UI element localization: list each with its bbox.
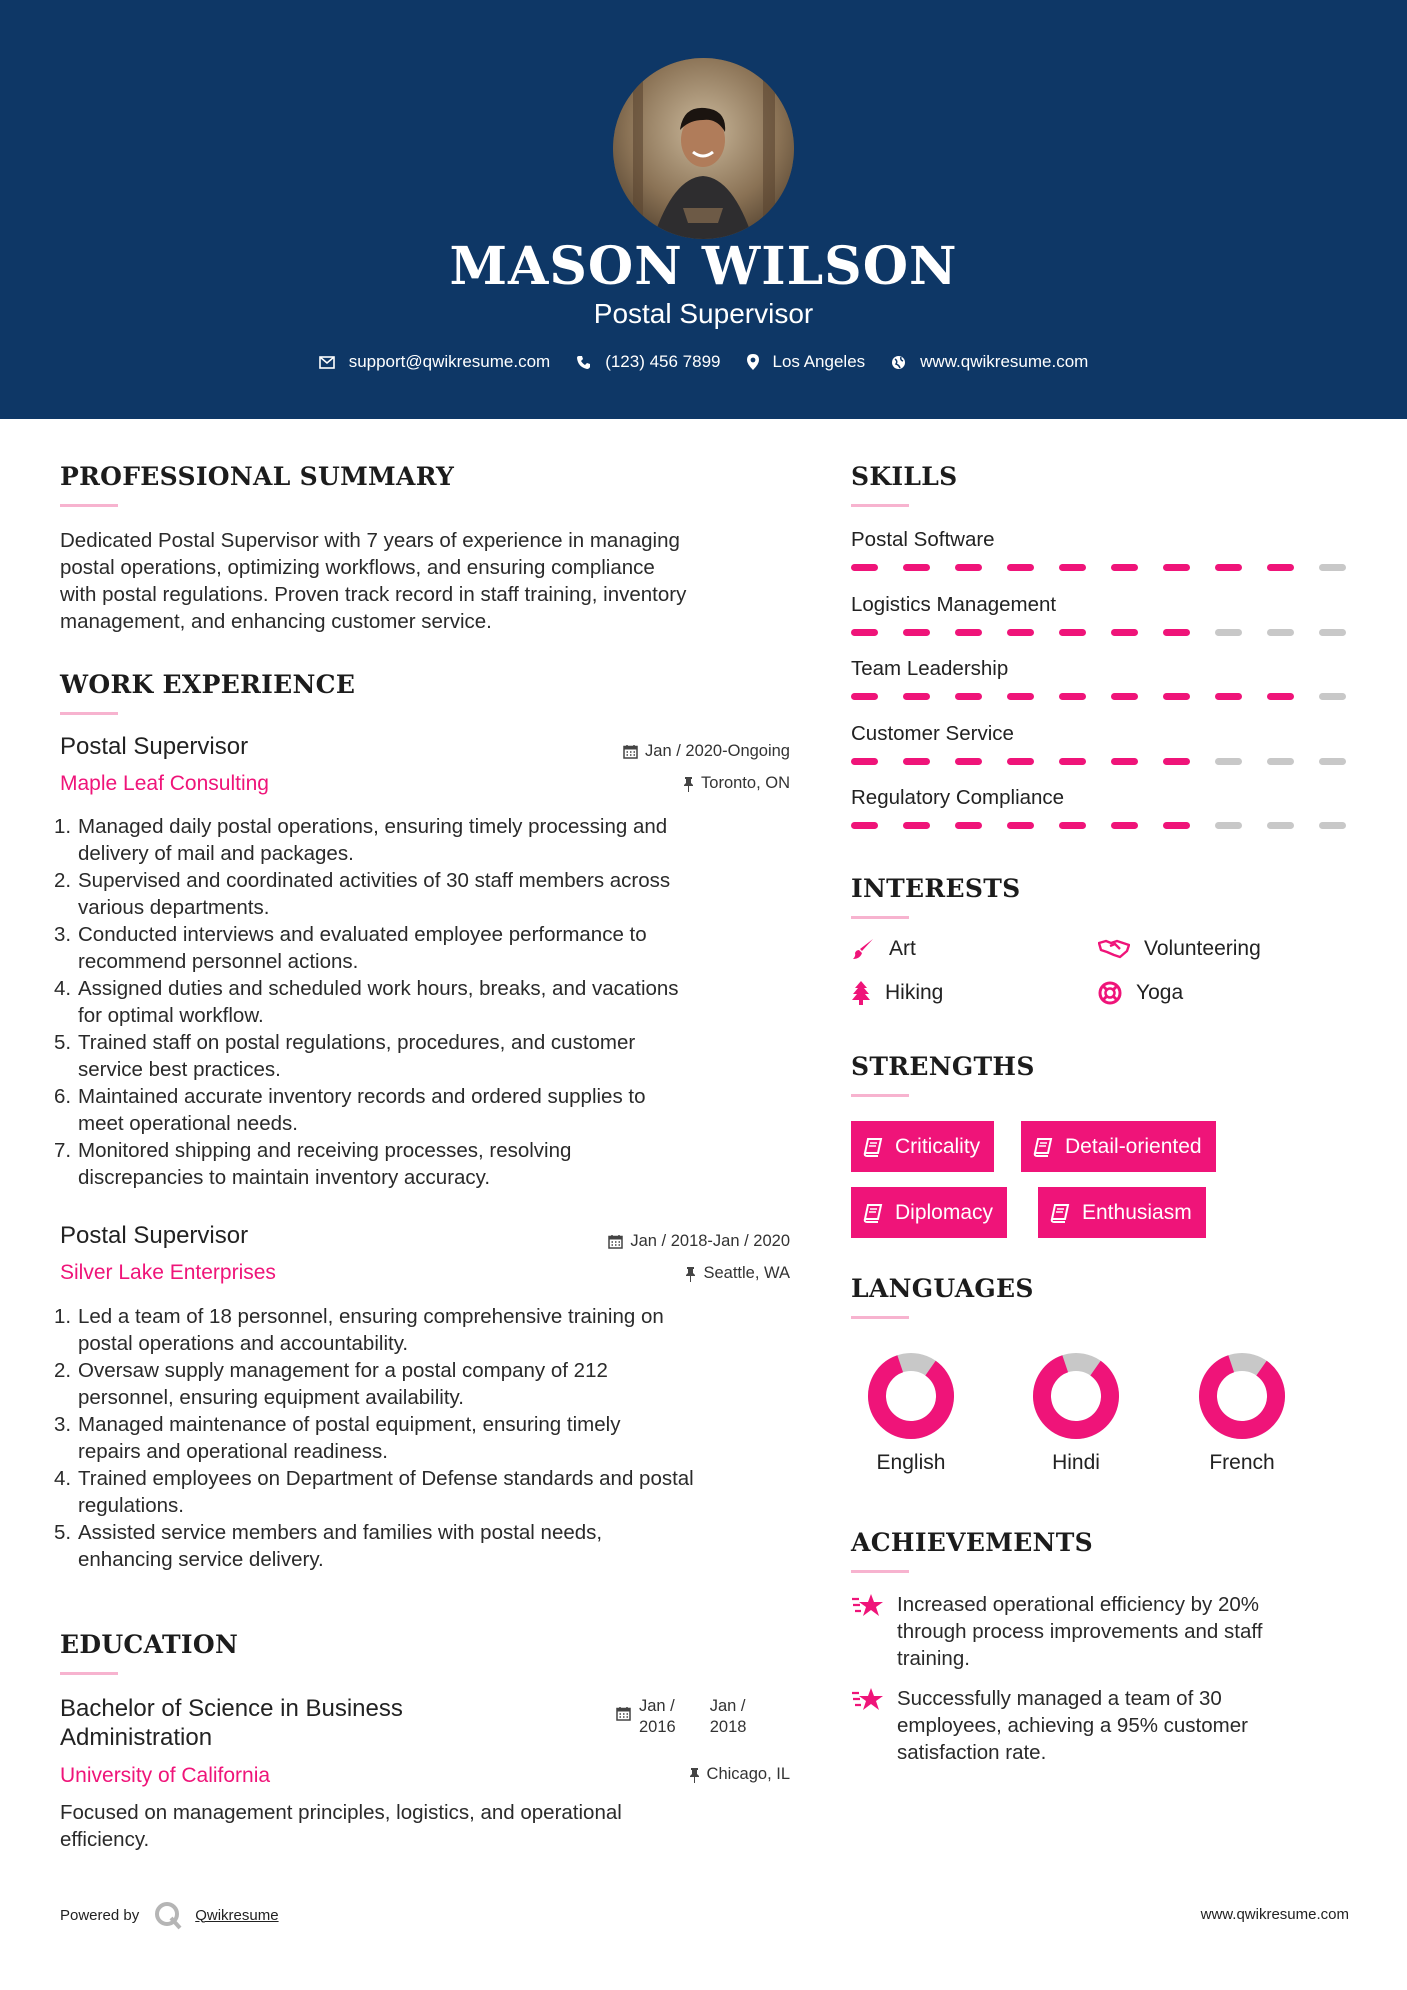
- rating-dot-filled: [955, 822, 982, 829]
- bullet-line: Monitored shipping and receiving processes, resolving: [78, 1139, 572, 1162]
- envelope-icon: [319, 356, 335, 369]
- skill-name: Team Leadership: [851, 657, 1009, 680]
- list-number: 6.: [54, 1085, 72, 1108]
- list-number: 5.: [54, 1031, 72, 1054]
- education-dates: [616, 1696, 746, 1738]
- book-icon: [1033, 1137, 1053, 1157]
- job-company: Silver Lake Enterprises: [60, 1261, 276, 1284]
- pushpin-icon: [683, 776, 694, 792]
- achievements-underline: [851, 1570, 909, 1573]
- resume-header: [0, 0, 1407, 419]
- rating-dot-empty: [1215, 629, 1242, 636]
- education-end: [710, 1696, 747, 1738]
- rating-dot-filled: [1007, 629, 1034, 636]
- achievement-line: through process improvements and staff: [897, 1620, 1263, 1643]
- profile-photo-image: [613, 58, 794, 239]
- bullet-line: Assisted service members and families with postal needs,: [78, 1521, 603, 1544]
- rating-dot-empty: [1319, 693, 1346, 700]
- rating-dot-filled: [1163, 693, 1190, 700]
- list-item: [54, 1357, 805, 1411]
- rating-dot-filled: [1007, 758, 1034, 765]
- skill-name: Postal Software: [851, 528, 995, 551]
- contact-website[interactable]: [891, 352, 1088, 372]
- rating-dot-filled: [1163, 758, 1190, 765]
- languages-heading: LANGUAGES: [851, 1274, 1034, 1303]
- list-item: [54, 813, 805, 867]
- bullet-line: enhancing service delivery.: [78, 1548, 324, 1571]
- achievement-line: Successfully managed a team of 30: [897, 1687, 1222, 1710]
- skill-rating: [851, 629, 1371, 636]
- summary-line: Dedicated Postal Supervisor with 7 years of experience in managing: [60, 529, 680, 552]
- rating-dot-filled: [851, 693, 878, 700]
- achievement-line: satisfaction rate.: [897, 1741, 1047, 1764]
- language-name: French: [1209, 1451, 1275, 1474]
- rating-dot-empty: [1267, 629, 1294, 636]
- rating-dot-empty: [1319, 758, 1346, 765]
- strength-label: Diplomacy: [895, 1200, 994, 1224]
- degree-line: Bachelor of Science in Business: [60, 1695, 403, 1722]
- strengths-underline: [851, 1094, 909, 1097]
- bullet-line: Conducted interviews and evaluated employee performance to: [78, 923, 647, 946]
- summary-underline: [60, 504, 118, 507]
- achievement-item: [851, 1685, 1248, 1766]
- bullet-line: Maintained accurate inventory records and ordered supplies to: [78, 1085, 646, 1108]
- book-icon: [863, 1203, 883, 1223]
- interests-underline: [851, 916, 909, 919]
- bullet-line: discrepancies to maintain inventory accuracy.: [78, 1166, 491, 1189]
- website-text: www.qwikresume.com: [920, 352, 1089, 371]
- list-number: 3.: [54, 923, 72, 946]
- language-gauge: [1031, 1351, 1121, 1441]
- rating-dot-filled: [1111, 693, 1138, 700]
- rating-dot-filled: [1007, 564, 1034, 571]
- education-end-line: 2018: [709, 1718, 747, 1736]
- contact-location: [747, 352, 866, 372]
- email-text: support@qwikresume.com: [348, 352, 551, 371]
- language-name: Hindi: [1052, 1451, 1100, 1474]
- achievement-text: [897, 1591, 1262, 1672]
- list-item: [54, 1137, 805, 1191]
- education-location-text: Chicago, IL: [706, 1765, 790, 1783]
- bullet-line: Managed maintenance of postal equipment, ensuring timely: [78, 1413, 621, 1436]
- interest-label: Volunteering: [1144, 937, 1261, 960]
- achievement-line: training.: [897, 1647, 970, 1670]
- bullet-line: regulations.: [78, 1494, 184, 1517]
- rating-dot-filled: [1059, 822, 1086, 829]
- degree-line: Administration: [60, 1724, 213, 1751]
- list-item: [54, 1465, 805, 1519]
- experience-heading: WORK EXPERIENCE: [60, 670, 356, 699]
- strength-tag: [1038, 1187, 1206, 1238]
- experience-underline: [60, 712, 118, 715]
- book-icon: [1050, 1203, 1070, 1223]
- candidate-title: Postal Supervisor: [593, 298, 814, 329]
- education-start-line: Jan /: [639, 1697, 675, 1715]
- rating-dot-filled: [1163, 822, 1190, 829]
- calendar-icon: [623, 744, 638, 759]
- list-item: [54, 1411, 805, 1465]
- list-item: [54, 1083, 805, 1137]
- phone-text: (123) 456 7899: [605, 352, 721, 371]
- interest-yoga: [1098, 981, 1183, 1005]
- job-company: Maple Leaf Consulting: [60, 772, 269, 795]
- skill-rating: [851, 758, 1371, 765]
- map-pin-icon: [747, 354, 759, 370]
- bullet-line: Led a team of 18 personnel, ensuring comprehensive training on: [78, 1305, 664, 1328]
- skill-name: Regulatory Compliance: [851, 786, 1065, 809]
- language-gauge: [866, 1351, 956, 1441]
- rating-dot-empty: [1319, 564, 1346, 571]
- job-location-text: Toronto, ON: [701, 774, 790, 792]
- job-dates-text: Jan / 2020-Ongoing: [645, 742, 790, 760]
- tree-icon: [851, 981, 871, 1005]
- rating-dot-filled: [955, 758, 982, 765]
- rating-dot-filled: [1007, 822, 1034, 829]
- list-number: 4.: [54, 1467, 72, 1490]
- list-number: 3.: [54, 1413, 72, 1436]
- rating-dot-filled: [903, 564, 930, 571]
- rating-dot-filled: [851, 822, 878, 829]
- summary-line: with postal regulations. Proven track record in staff training, inventory: [60, 583, 687, 606]
- bullet-line: Oversaw supply management for a postal company of 212: [78, 1359, 608, 1382]
- bullet-line: delivery of mail and packages.: [78, 842, 354, 865]
- handshake-icon: [1098, 938, 1130, 960]
- language-item: [1182, 1351, 1302, 1475]
- bullet-line: repairs and operational readiness.: [78, 1440, 388, 1463]
- interest-volunteering: [1098, 937, 1261, 961]
- pushpin-icon: [689, 1767, 700, 1783]
- bullet-line: Assigned duties and scheduled work hours, breaks, and vacations: [78, 977, 679, 1000]
- rating-dot-filled: [1111, 758, 1138, 765]
- list-item: [54, 1519, 805, 1573]
- rating-dot-filled: [1267, 693, 1294, 700]
- job-title: Postal Supervisor: [60, 733, 249, 760]
- rating-dot-filled: [1215, 693, 1242, 700]
- bullet-line: personnel, ensuring equipment availability.: [78, 1386, 464, 1409]
- job-location-text: Seattle, WA: [703, 1264, 790, 1282]
- rating-dot-empty: [1215, 758, 1242, 765]
- qwikresume-link[interactable]: Qwikresume: [195, 1906, 279, 1924]
- education-start-line: 2016: [639, 1718, 676, 1736]
- phone-icon: [576, 355, 591, 370]
- education-end-line: Jan /: [709, 1697, 746, 1715]
- rating-dot-filled: [903, 822, 930, 829]
- interest-label: Art: [889, 937, 916, 960]
- qwikresume-logo-icon: [153, 1900, 183, 1930]
- interests-heading: INTERESTS: [851, 874, 1021, 903]
- paintbrush-icon: [851, 938, 875, 960]
- school-name: University of California: [60, 1764, 271, 1787]
- language-gauge: [1197, 1351, 1287, 1441]
- rating-dot-filled: [1163, 629, 1190, 636]
- language-item: [851, 1351, 971, 1475]
- education-start: [639, 1696, 676, 1738]
- bullet-line: Managed daily postal operations, ensuring timely processing and: [78, 815, 668, 838]
- rating-dot-empty: [1215, 822, 1242, 829]
- rating-dot-filled: [903, 693, 930, 700]
- rating-dot-filled: [1059, 693, 1086, 700]
- rating-dot-filled: [1111, 629, 1138, 636]
- summary-text: [60, 527, 800, 635]
- calendar-icon: [608, 1234, 623, 1249]
- list-number: 2.: [54, 869, 72, 892]
- powered-by-text: Powered by: [60, 1906, 140, 1924]
- bullet-line: Trained employees on Department of Defense standards and postal: [78, 1467, 694, 1490]
- skills-heading: SKILLS: [851, 462, 958, 491]
- footer-powered-by: [60, 1900, 279, 1930]
- job-dates: [608, 1232, 790, 1251]
- list-item: [54, 1303, 805, 1357]
- language-name: English: [876, 1451, 946, 1474]
- bullet-line: meet operational needs.: [78, 1112, 298, 1135]
- education-location: [689, 1765, 790, 1784]
- contact-email[interactable]: [319, 352, 551, 372]
- skill-rating: [851, 693, 1371, 700]
- list-item: [54, 975, 805, 1029]
- rating-dot-filled: [1267, 564, 1294, 571]
- bullet-line: recommend personnel actions.: [78, 950, 359, 973]
- summary-line: management, and enhancing customer service.: [60, 610, 492, 633]
- rating-dot-filled: [1059, 758, 1086, 765]
- education-heading: EDUCATION: [60, 1630, 239, 1659]
- rating-dot-empty: [1319, 822, 1346, 829]
- calendar-icon: [616, 1706, 631, 1721]
- star-icon: [851, 1593, 885, 1619]
- rating-dot-empty: [1267, 758, 1294, 765]
- rating-dot-filled: [1059, 564, 1086, 571]
- bullet-line: service best practices.: [78, 1058, 281, 1081]
- interest-hiking: [851, 981, 943, 1005]
- job-responsibilities: [54, 813, 805, 1191]
- strength-label: Detail-oriented: [1065, 1134, 1202, 1158]
- star-icon: [851, 1687, 885, 1713]
- education-description: [60, 1799, 800, 1853]
- candidate-name: MASON WILSON: [449, 236, 958, 297]
- summary-line: postal operations, optimizing workflows, and ensuring compliance: [60, 556, 655, 579]
- interest-label: Hiking: [885, 981, 944, 1004]
- interest-label: Yoga: [1136, 981, 1184, 1004]
- education-line: efficiency.: [60, 1828, 150, 1851]
- rating-dot-filled: [1111, 564, 1138, 571]
- book-icon: [863, 1137, 883, 1157]
- strength-tag: [1021, 1121, 1216, 1172]
- skill-rating: [851, 564, 1371, 571]
- globe-icon: [891, 355, 906, 370]
- skill-name: Customer Service: [851, 721, 1014, 745]
- achievement-line: employees, achieving a 95% customer: [897, 1714, 1248, 1737]
- bullet-line: various departments.: [78, 896, 270, 919]
- job-title: Postal Supervisor: [60, 1222, 249, 1249]
- skill-name: Logistics Management: [851, 592, 1057, 616]
- bullet-line: for optimal workflow.: [78, 1004, 264, 1027]
- list-number: 2.: [54, 1359, 72, 1382]
- job-responsibilities: [54, 1303, 805, 1573]
- list-item: [54, 921, 805, 975]
- rating-dot-filled: [955, 693, 982, 700]
- list-number: 4.: [54, 977, 72, 1000]
- rating-dot-empty: [1267, 822, 1294, 829]
- skill-rating: [851, 822, 1371, 829]
- list-number: 7.: [54, 1139, 72, 1162]
- degree-title: [60, 1694, 403, 1752]
- rating-dot-filled: [955, 564, 982, 571]
- bullet-line: postal operations and accountability.: [78, 1332, 409, 1355]
- strength-tag: [851, 1121, 994, 1172]
- rating-dot-filled: [955, 629, 982, 636]
- interest-art: [851, 937, 916, 961]
- languages-underline: [851, 1316, 909, 1319]
- job-location: [685, 1264, 790, 1283]
- list-item: [54, 1029, 805, 1083]
- achievements-heading: ACHIEVEMENTS: [851, 1528, 1093, 1557]
- bullet-line: Trained staff on postal regulations, procedures, and customer: [78, 1031, 636, 1054]
- achievement-line: Increased operational efficiency by 20%: [897, 1593, 1260, 1616]
- rating-dot-filled: [1163, 564, 1190, 571]
- rating-dot-filled: [1215, 564, 1242, 571]
- list-number: 1.: [54, 1305, 72, 1328]
- summary-heading: PROFESSIONAL SUMMARY: [60, 462, 455, 491]
- rating-dot-filled: [851, 758, 878, 765]
- job-dates-text: Jan / 2018-Jan / 2020: [630, 1232, 790, 1250]
- profile-photo: [613, 58, 794, 239]
- contact-bar: [0, 352, 1407, 372]
- skills-underline: [851, 504, 909, 507]
- bullet-line: Supervised and coordinated activities of 30 staff members across: [78, 869, 671, 892]
- rating-dot-filled: [851, 564, 878, 571]
- contact-phone[interactable]: [576, 352, 720, 372]
- strength-label: Enthusiasm: [1082, 1200, 1192, 1224]
- rating-dot-filled: [1111, 822, 1138, 829]
- rating-dot-empty: [1319, 629, 1346, 636]
- pushpin-icon: [685, 1266, 696, 1282]
- rating-dot-filled: [903, 758, 930, 765]
- strengths-heading: STRENGTHS: [851, 1052, 1035, 1081]
- footer-website[interactable]: www.qwikresume.com: [1200, 1906, 1349, 1923]
- achievement-text: [897, 1685, 1248, 1766]
- list-item: [54, 867, 805, 921]
- rating-dot-filled: [903, 629, 930, 636]
- job-location: [683, 774, 790, 793]
- rating-dot-filled: [1007, 693, 1034, 700]
- education-line: Focused on management principles, logistics, and operational: [60, 1801, 622, 1824]
- job-dates: [623, 742, 790, 761]
- achievement-item: [851, 1591, 1262, 1672]
- list-number: 5.: [54, 1521, 72, 1544]
- location-text: Los Angeles: [772, 352, 866, 371]
- strength-tag: [851, 1187, 1007, 1238]
- rating-dot-filled: [1059, 629, 1086, 636]
- lifebuoy-icon: [1098, 981, 1122, 1005]
- rating-dot-filled: [851, 629, 878, 636]
- strength-label: Criticality: [895, 1134, 981, 1158]
- list-number: 1.: [54, 815, 72, 838]
- education-underline: [60, 1672, 118, 1675]
- language-item: [1016, 1351, 1136, 1475]
